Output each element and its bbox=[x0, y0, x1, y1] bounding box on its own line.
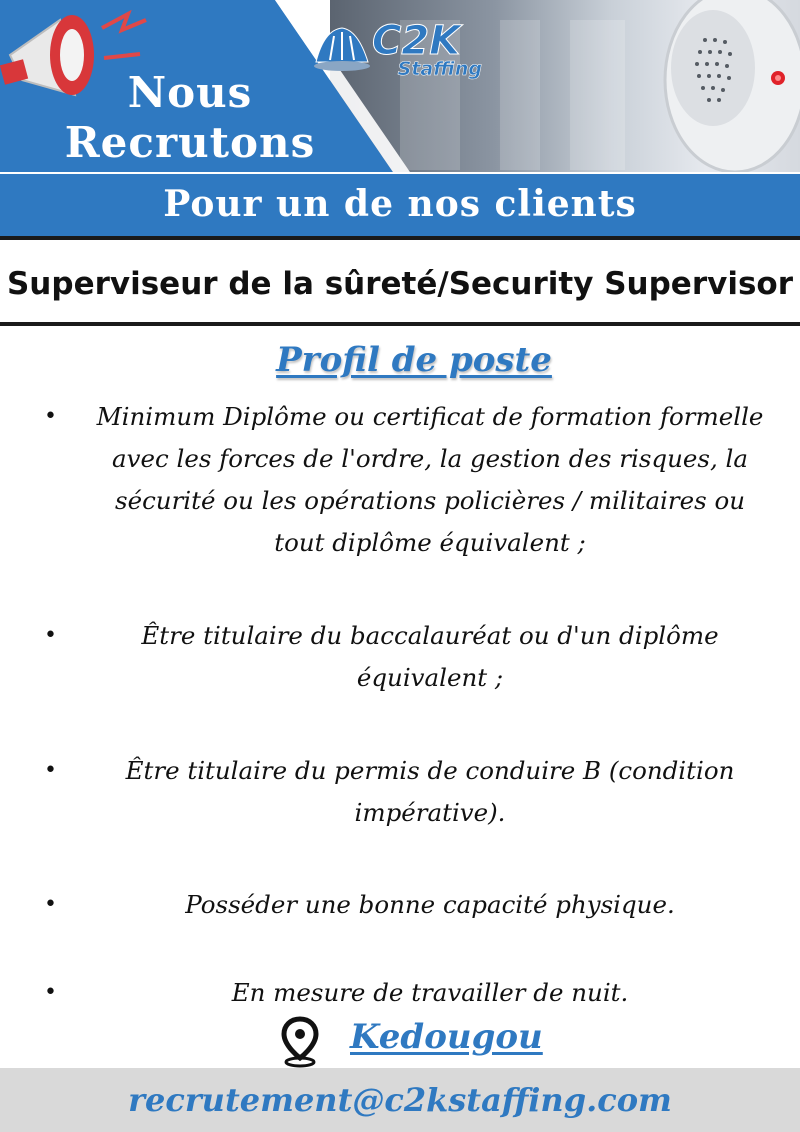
client-band-text: Pour un de nos clients bbox=[163, 183, 637, 225]
job-location: Kedougou bbox=[350, 1017, 543, 1057]
header-banner bbox=[0, 0, 800, 240]
requirement-line: sécurité ou les opérations policières / militaires ou bbox=[115, 486, 745, 515]
security-alarm-icon bbox=[645, 0, 800, 175]
bullet-icon: • bbox=[44, 758, 57, 783]
header-divider bbox=[0, 236, 800, 240]
requirement-line: Posséder une bonne capacité physique. bbox=[185, 890, 675, 919]
requirement-line: Être titulaire du baccalauréat ou d'un diplôme bbox=[141, 621, 719, 650]
requirement-line: En mesure de travailler de nuit. bbox=[231, 978, 629, 1007]
logo-subtitle: Staffing bbox=[397, 58, 482, 80]
bullet-icon: • bbox=[44, 892, 57, 917]
map-pin-icon bbox=[280, 1016, 320, 1068]
bullet-icon: • bbox=[44, 404, 57, 429]
logo-name: C2K bbox=[372, 18, 461, 64]
requirement-line: Être titulaire du permis de conduire B (condition bbox=[125, 756, 735, 785]
requirement-line: Minimum Diplôme ou certificat de formation formelle bbox=[96, 402, 764, 431]
bullet-icon: • bbox=[44, 980, 57, 1005]
requirement-line: impérative). bbox=[354, 798, 506, 827]
contact-email[interactable]: recrutement@c2kstaffing.com bbox=[128, 1081, 672, 1119]
requirement-line: avec les forces de l'ordre, la gestion des risques, la bbox=[112, 444, 748, 473]
title-divider bbox=[0, 322, 800, 326]
recruiting-heading bbox=[40, 68, 340, 168]
requirement-line: tout diplôme équivalent ; bbox=[274, 528, 586, 557]
bullet-icon: • bbox=[44, 623, 57, 648]
job-title: Superviseur de la sûreté/Security Supervisor bbox=[6, 266, 793, 302]
recruiting-heading-line-1: Nous bbox=[127, 68, 253, 117]
requirement-line: équivalent ; bbox=[356, 663, 504, 692]
recruiting-heading-line-2: Recrutons bbox=[64, 118, 316, 167]
profile-heading: Profil de poste bbox=[276, 340, 552, 380]
